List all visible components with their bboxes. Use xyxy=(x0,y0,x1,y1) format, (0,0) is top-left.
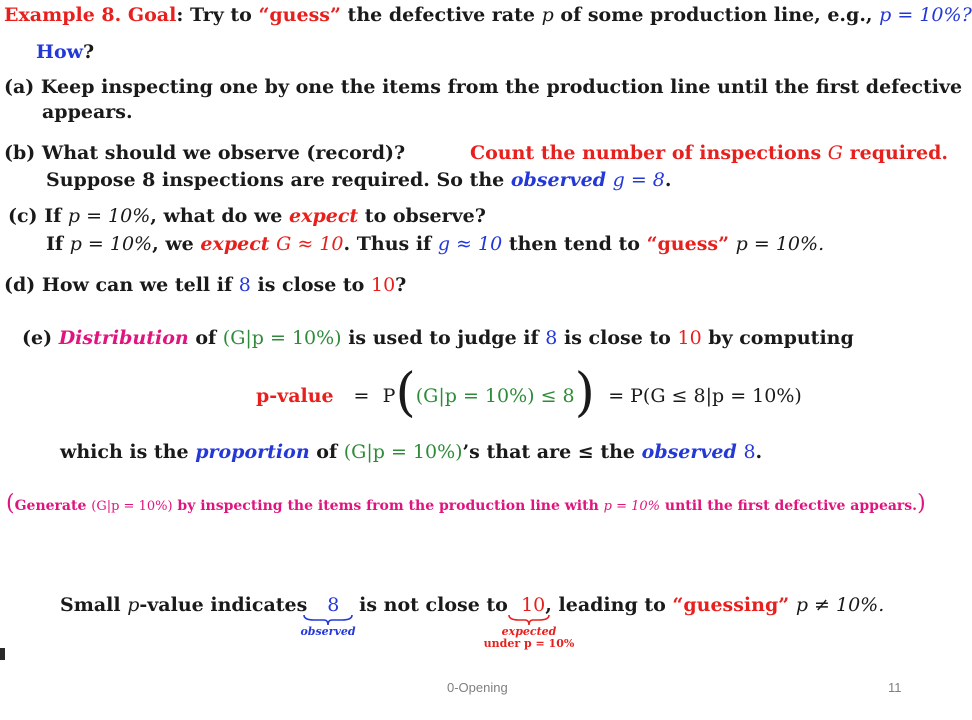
under-p-label: under p = 10% xyxy=(483,637,575,650)
item-b-G: G xyxy=(827,142,843,164)
paren-left: ( xyxy=(395,363,416,423)
which-line: which is the proportion of (G|p = 10%)’s that are ≤ the observed 8. xyxy=(60,441,763,463)
observed-label: observed xyxy=(300,625,356,638)
item-a-text2: appears. xyxy=(42,101,133,123)
item-c-g-approx: g ≈ 10 xyxy=(437,233,503,255)
title-p: p xyxy=(541,4,554,26)
item-e-line: (e) Distribution of (G|p = 10%) is used to judge if 8 is close to 10 by computing xyxy=(22,327,854,349)
title-line xyxy=(4,3,972,27)
item-c-line1: (c) If p = 10%, what do we expect to observe? xyxy=(8,205,486,227)
how-label: How xyxy=(36,41,83,63)
item-e-cond: (G|p = 10%) xyxy=(222,327,342,349)
goal-label: Goal xyxy=(127,4,177,26)
example-label: Example 8. xyxy=(4,4,122,26)
page-number: 11 xyxy=(888,680,902,695)
pvalue-inner: (G|p = 10%) ≤ 8 xyxy=(415,385,575,407)
edge-mark xyxy=(0,648,5,660)
item-a-text1: Keep inspecting one by one the items from the production line until the first defective xyxy=(40,76,963,98)
goal-colon: : xyxy=(176,4,184,26)
pvalue-label: p-value xyxy=(256,385,334,407)
title-text-post: of some production line, e.g., xyxy=(560,4,873,26)
item-b-suppose: Suppose 8 inspections are required. So the xyxy=(46,169,505,191)
item-e-distribution: Distribution xyxy=(58,327,189,349)
pvalue-formula: p-value = P((G|p = 10%) ≤ 8) = P(G ≤ 8|p = 10%) xyxy=(256,363,802,423)
item-b-observed: observed xyxy=(510,169,607,191)
expected-label: expected xyxy=(501,625,557,638)
small-pvalue-line: Small p-value indicates 8 is not close to 10, leading to “guessing” p ≠ 10%. xyxy=(60,594,885,616)
which-proportion: proportion xyxy=(195,441,310,463)
item-b-geq: g = 8 xyxy=(612,169,665,191)
item-c-guess: “guess” xyxy=(646,233,730,255)
item-d-tag: (d) xyxy=(4,274,36,296)
which-observed: observed xyxy=(641,441,737,463)
how-question: ? xyxy=(82,41,95,63)
observed-underbrace xyxy=(300,614,356,638)
item-b-count: Count the number of inspections G required. xyxy=(470,142,949,164)
title-guess: “guess” xyxy=(258,4,341,26)
item-d-line: (d) How can we tell if 8 is close to 10? xyxy=(4,274,407,296)
item-a-tag: (a) xyxy=(4,76,35,98)
how-line xyxy=(36,40,94,64)
item-c-p1: p = 10% xyxy=(67,205,151,227)
item-c-expect1: expect xyxy=(289,205,359,227)
generate-line: (Generate (G|p = 10%) by inspecting the items from the production line with p = 10% until the first defective appears.) xyxy=(6,491,926,516)
small-guessing: “guessing” xyxy=(672,594,790,616)
item-d-eight: 8 xyxy=(238,274,251,296)
expected-underbrace xyxy=(474,614,584,650)
item-b-line1 xyxy=(4,141,405,165)
item-b-line2: Suppose 8 inspections are required. So the observed g = 8. xyxy=(46,169,672,191)
item-e-tag: (e) xyxy=(22,327,53,349)
item-d-ten: 10 xyxy=(370,274,396,296)
small-eight: 8 xyxy=(327,594,340,616)
title-text-pre: Try to xyxy=(189,4,252,26)
item-b-question: What should we observe (record)? xyxy=(41,142,406,164)
title-text-mid: the defective rate xyxy=(347,4,535,26)
pvalue-rhs: = P(G ≤ 8|p = 10%) xyxy=(608,385,802,407)
item-c-expect2: expect xyxy=(200,233,270,255)
footer-title: 0-Opening xyxy=(447,680,508,695)
item-a-line1 xyxy=(4,75,962,99)
title-eq: p = 10%? xyxy=(879,4,972,26)
item-c-line2: If p = 10%, we expect G ≈ 10. Thus if g ≈ 10 then tend to “guess” p = 10%. xyxy=(46,233,825,255)
item-c-G-approx: G ≈ 10 xyxy=(276,233,344,255)
paren-right: ) xyxy=(574,363,595,423)
item-b-tag: (b) xyxy=(4,142,36,164)
item-c-tag: (c) xyxy=(8,205,38,227)
item-a-line2 xyxy=(42,100,133,124)
small-ten: 10 xyxy=(521,594,546,616)
